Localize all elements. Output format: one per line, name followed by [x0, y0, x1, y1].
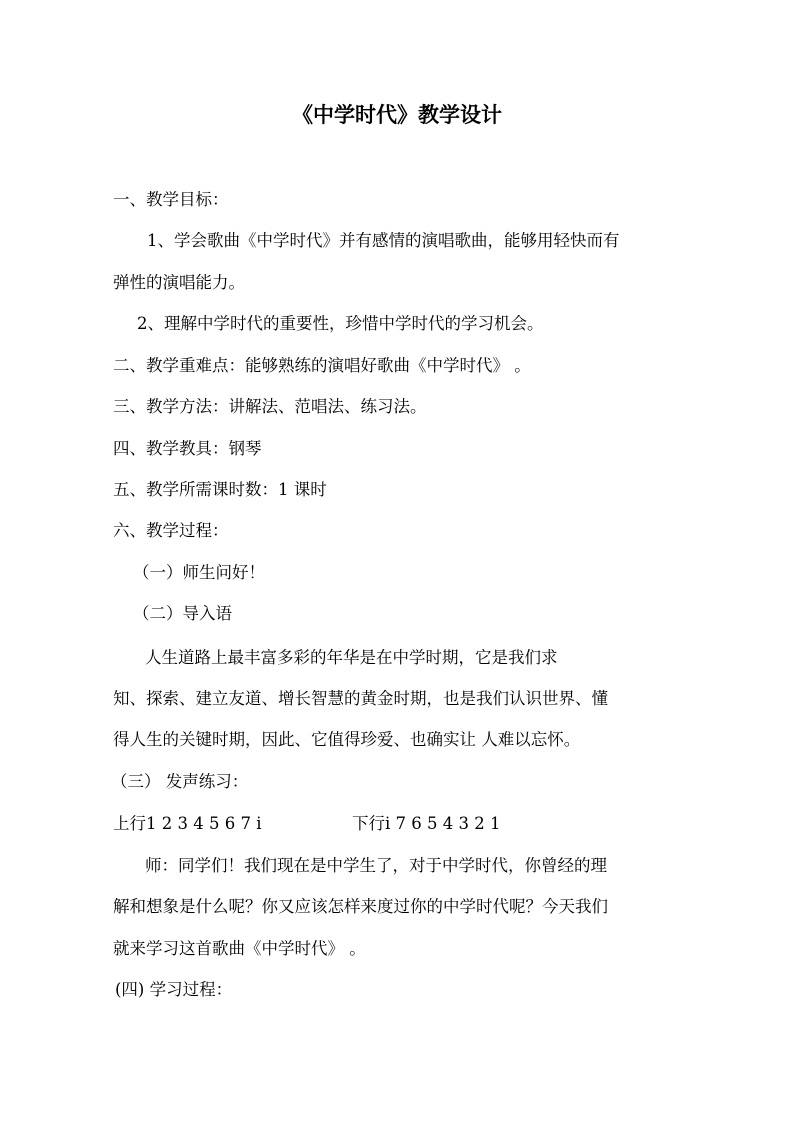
step-2-introduction: （二）导入语	[133, 604, 232, 623]
objective-2: 2、理解中学时代的重要性，珍惜中学时代的学习机会。	[137, 314, 544, 333]
scale-down: 下行i 7 6 5 4 3 2 1	[352, 814, 501, 833]
introduction-paragraph-line-2: 知、探索、建立友道、增长智慧的黄金时期，也是我们认识世界、懂	[113, 689, 608, 708]
section-lesson-count: 五、教学所需课时数：1 课时	[113, 480, 327, 499]
teacher-speech-line-2: 解和想象是什么呢？你又应该怎样来度过你的中学时代呢？今天我们	[113, 897, 608, 916]
section-key-points: 二、教学重难点：能够熟练的演唱好歌曲《中学时代》 。	[113, 356, 531, 375]
introduction-paragraph-line-1: 人生道路上最丰富多彩的年华是在中学时期，它是我们求	[145, 648, 558, 667]
objective-1-line-1: 1、学会歌曲《中学时代》并有感情的演唱歌曲，能够用轻快而有	[147, 231, 620, 250]
introduction-paragraph-line-3: 得人生的关键时期，因此、它值得珍爱、也确实让 人难以忘怀。	[113, 730, 581, 749]
objective-1-line-2: 弹性的演唱能力。	[113, 273, 245, 292]
teacher-speech-line-1: 师：同学们！我们现在是中学生了，对于中学时代，你曾经的理	[145, 856, 607, 875]
section-objectives-heading: 一、教学目标：	[113, 190, 229, 209]
step-1-greeting: （一）师生问好！	[133, 563, 265, 582]
section-tools: 四、教学教具：钢琴	[113, 439, 262, 458]
document-title: 《中学时代》教学设计	[292, 102, 502, 127]
section-process-heading: 六、教学过程：	[113, 521, 229, 540]
step-3-vocal-practice: （三） 发声练习：	[111, 772, 249, 791]
step-4-learning-process: (四) 学习过程：	[115, 980, 233, 999]
scale-exercise-line	[113, 813, 501, 835]
section-methods: 三、教学方法：讲解法、范唱法、练习法。	[113, 397, 427, 416]
scale-up: 上行1 2 3 4 5 6 7 i	[113, 814, 262, 833]
teacher-speech-line-3: 就来学习这首歌曲《中学时代》 。	[113, 939, 366, 958]
